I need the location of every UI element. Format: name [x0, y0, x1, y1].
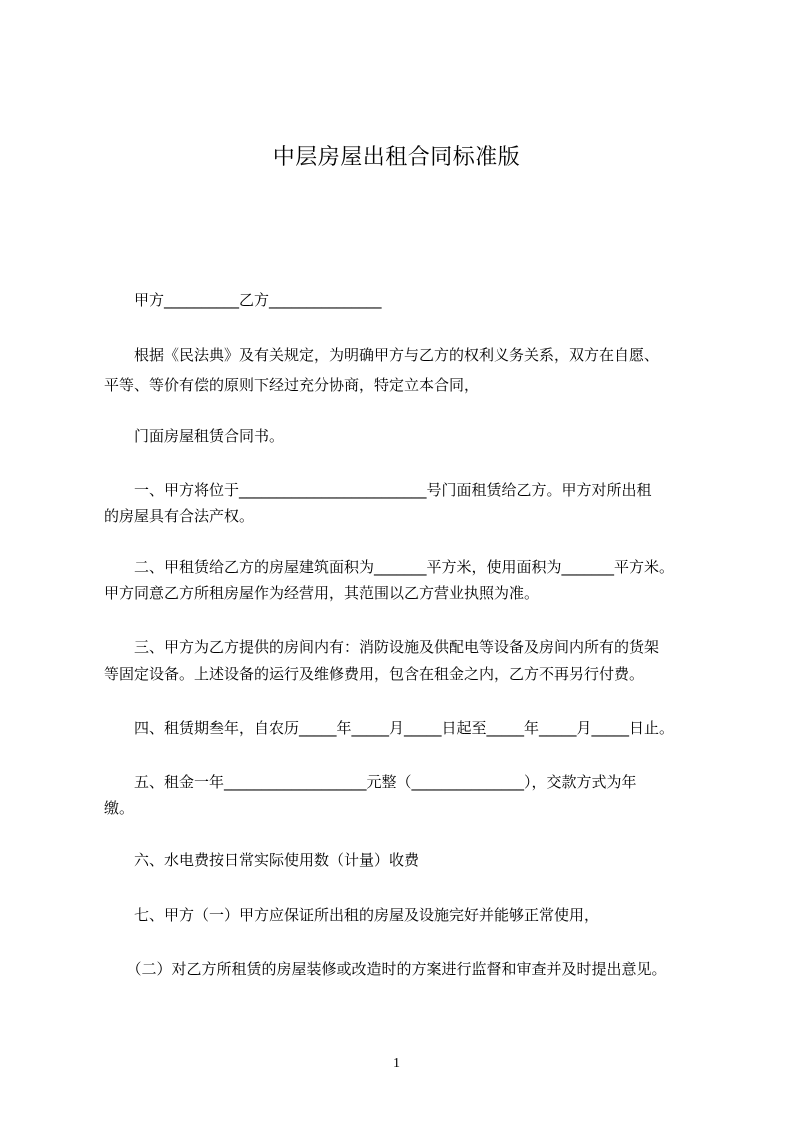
clause-2-line-1: 二、甲租赁给乙方的房屋建筑面积为_______平方米，使用面积为_______平方米。 [104, 558, 675, 576]
clause-3-line-2: 等固定设备。上述设备的运行及维修费用，包含在租金之内，乙方不再另行付费。 [104, 665, 645, 683]
preamble-line-1: 根据《民法典》及有关规定，为明确甲方与乙方的权利义务关系，双方在自愿、 [104, 346, 660, 364]
clause-7-line: 七、甲方（一）甲方应保证所出租的房屋及设施完好并能够正常使用， [104, 906, 600, 924]
clause-1-line-1: 一、甲方将位于_________________________号门面租赁给乙方。甲方对所出租 [104, 481, 652, 499]
preamble-line-2: 平等、等价有偿的原则下经过充分协商，特定立本合同， [104, 376, 480, 394]
document-title: 中层房屋出租合同标准版 [272, 145, 521, 170]
clause-3-line-1: 三、甲方为乙方提供的房间内有：消防设施及供配电等设备及房间内所有的货架 [104, 638, 660, 656]
clause-2-line-2: 甲方同意乙方所租房屋作为经营用，其范围以乙方营业执照为准。 [104, 584, 540, 602]
clause-6-line: 六、水电费按日常实际使用数（计量）收费 [104, 851, 420, 869]
clause-5-line-2: 缴。 [104, 799, 135, 817]
page-number: 1 [393, 1056, 400, 1071]
clause-7-subitem-2-line: （二）对乙方所租赁的房屋装修或改造时的方案进行监督和审查并及时提出意见。 [104, 960, 667, 978]
parties-line: 甲方__________乙方_______________ [104, 291, 382, 309]
clause-5-line-1: 五、租金一年___________________元整（_______________），交款方式为年 [104, 773, 637, 791]
clause-1-line-2: 的房屋具有合法产权。 [104, 507, 255, 525]
contract-name-line: 门面房屋租赁合同书。 [104, 427, 285, 445]
clause-4-line: 四、租赁期叁年，自农历_____年_____月_____日起至_____年_____月_____日止。 [104, 719, 675, 737]
